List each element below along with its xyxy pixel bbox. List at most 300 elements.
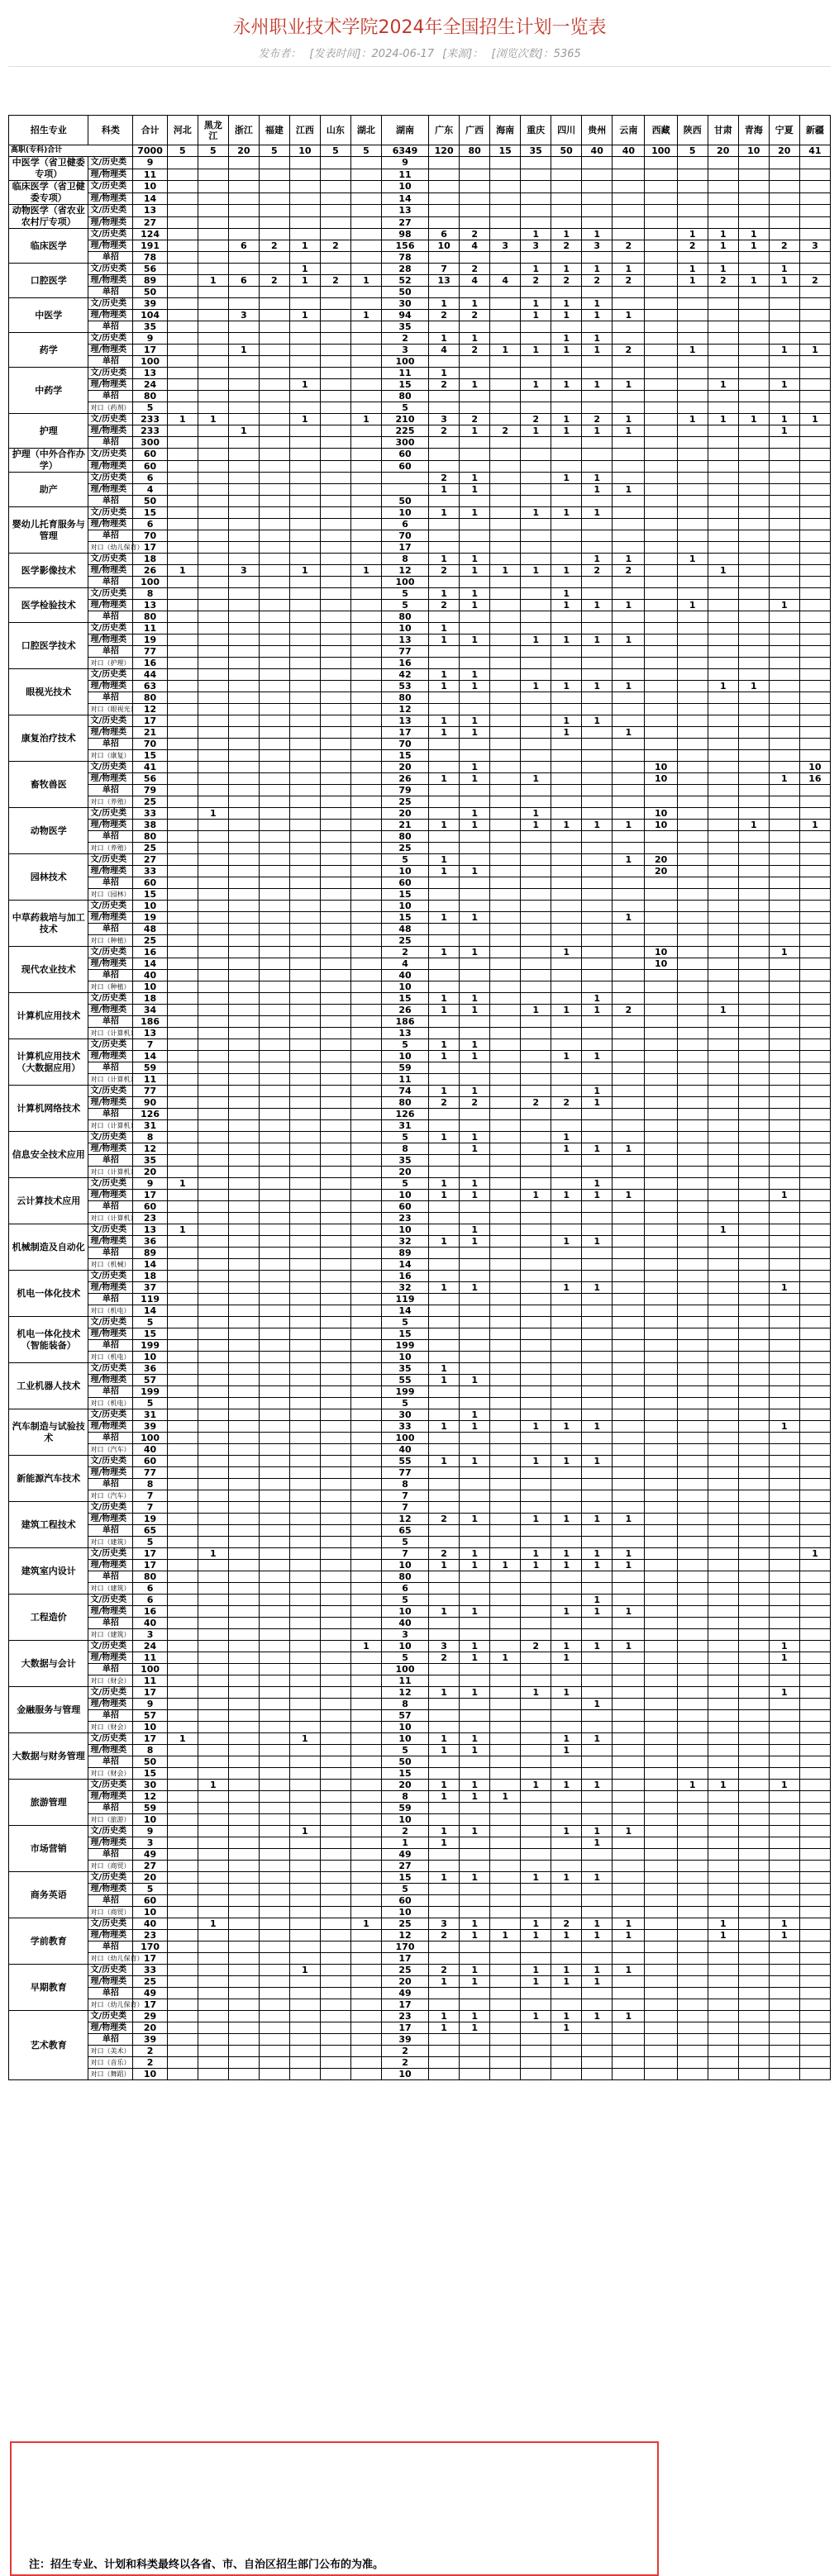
table-cell — [645, 1652, 677, 1664]
table-cell: 225 — [381, 425, 428, 437]
table-cell — [490, 1502, 521, 1514]
table-cell — [769, 1861, 799, 1872]
table-cell — [228, 750, 259, 762]
table-cell — [490, 414, 521, 425]
table-cell — [228, 1051, 259, 1062]
table-cell — [708, 1248, 738, 1259]
table-cell — [582, 1849, 613, 1861]
table-cell — [490, 993, 521, 1005]
table-cell: 79 — [133, 785, 168, 796]
table-row — [9, 275, 831, 287]
table-cell — [677, 391, 708, 402]
table-cell — [228, 600, 259, 611]
subject-type: 对口（计算机） — [88, 1167, 133, 1178]
table-cell — [551, 993, 582, 1005]
table-cell — [708, 981, 738, 993]
table-cell — [521, 1363, 551, 1375]
table-cell — [677, 1884, 708, 1895]
table-cell — [460, 924, 490, 935]
table-cell — [289, 333, 320, 345]
table-cell — [198, 947, 228, 958]
subject-type: 对口（计算机） — [88, 1120, 133, 1132]
table-cell — [228, 252, 259, 264]
table-row — [9, 1328, 831, 1340]
table-row — [9, 1976, 831, 1988]
table-row — [9, 1259, 831, 1271]
table-cell: 25 — [133, 935, 168, 947]
table-cell — [521, 192, 551, 205]
table-cell: 1 — [460, 379, 490, 391]
subject-type: 对口（机电） — [88, 1398, 133, 1409]
table-cell — [769, 1710, 799, 1722]
table-cell — [613, 1629, 645, 1641]
subject-type: 理/物理类 — [88, 345, 133, 356]
table-cell — [551, 1999, 582, 2011]
table-cell — [645, 1167, 677, 1178]
table-cell: 12 — [381, 1514, 428, 1525]
table-cell — [738, 1074, 769, 1086]
table-cell — [167, 275, 198, 287]
table-cell: 2 — [613, 240, 645, 252]
table-cell — [708, 924, 738, 935]
table-cell — [708, 1664, 738, 1675]
table-cell: 1 — [582, 554, 613, 565]
table-cell — [551, 704, 582, 715]
table-cell — [228, 1363, 259, 1375]
table-cell — [677, 1236, 708, 1248]
table-cell — [799, 715, 830, 727]
table-cell — [551, 1953, 582, 1965]
table-cell — [521, 854, 551, 866]
table-cell — [490, 1201, 521, 1213]
table-cell — [167, 1918, 198, 1930]
table-cell — [799, 1999, 830, 2011]
table-cell — [167, 1895, 198, 1907]
table-cell — [799, 912, 830, 924]
table-cell: 1 — [582, 1965, 613, 1976]
table-cell — [228, 1629, 259, 1641]
table-cell — [350, 425, 381, 437]
table-cell — [769, 1456, 799, 1467]
table-cell — [259, 1005, 289, 1016]
table-cell — [289, 1340, 320, 1352]
table-cell — [320, 414, 350, 425]
table-cell — [198, 1224, 228, 1236]
table-cell — [259, 843, 289, 854]
table-cell — [289, 773, 320, 785]
table-cell — [708, 1768, 738, 1780]
table-cell — [228, 379, 259, 391]
table-cell — [521, 519, 551, 530]
table-cell — [198, 1132, 228, 1143]
table-cell: 1 — [460, 600, 490, 611]
table-cell — [613, 1109, 645, 1120]
table-cell — [521, 831, 551, 843]
table-cell — [645, 473, 677, 484]
table-cell — [259, 634, 289, 646]
table-cell — [613, 519, 645, 530]
table-cell — [799, 1618, 830, 1629]
table-cell — [198, 565, 228, 577]
table-cell — [259, 1305, 289, 1317]
table-cell — [708, 1109, 738, 1120]
table-cell — [228, 1190, 259, 1201]
table-cell — [167, 1745, 198, 1756]
table-row — [9, 981, 831, 993]
table-cell — [490, 1745, 521, 1756]
table-cell — [738, 912, 769, 924]
table-cell — [799, 1965, 830, 1976]
table-cell — [198, 1305, 228, 1317]
table-cell — [738, 507, 769, 519]
table-cell — [799, 484, 830, 496]
table-cell — [429, 1814, 460, 1826]
table-cell: 1 — [429, 1733, 460, 1745]
table-cell — [613, 1328, 645, 1340]
table-cell: 31 — [381, 1120, 428, 1132]
table-cell — [769, 1363, 799, 1375]
table-cell — [198, 692, 228, 704]
table-cell — [582, 1571, 613, 1583]
table-cell — [521, 1132, 551, 1143]
source-label: [来源]： — [442, 48, 484, 60]
table-cell — [799, 507, 830, 519]
table-cell — [490, 1479, 521, 1490]
table-cell — [645, 1479, 677, 1490]
table-cell — [228, 2069, 259, 2080]
table-cell — [320, 402, 350, 414]
table-cell — [551, 402, 582, 414]
table-cell — [708, 437, 738, 449]
table-cell — [350, 1872, 381, 1884]
table-cell — [799, 600, 830, 611]
table-cell — [289, 727, 320, 739]
table-cell — [799, 542, 830, 554]
table-cell — [167, 1687, 198, 1699]
table-cell — [769, 1976, 799, 1988]
table-cell — [708, 1895, 738, 1907]
table-cell — [645, 1872, 677, 1884]
table-cell — [259, 854, 289, 866]
table-cell — [228, 1259, 259, 1271]
table-cell — [769, 1409, 799, 1421]
table-cell — [320, 1537, 350, 1548]
table-cell — [738, 1768, 769, 1780]
table-cell — [228, 507, 259, 519]
table-cell — [167, 577, 198, 588]
table-cell — [289, 298, 320, 310]
table-cell — [460, 192, 490, 205]
table-cell — [350, 1861, 381, 1872]
table-cell — [738, 1062, 769, 1074]
table-cell — [429, 1618, 460, 1629]
table-cell — [645, 600, 677, 611]
table-cell — [289, 692, 320, 704]
table-cell — [460, 1467, 490, 1479]
table-cell — [738, 1745, 769, 1756]
table-cell — [551, 1537, 582, 1548]
table-cell: 7 — [429, 264, 460, 275]
table-cell — [198, 1005, 228, 1016]
table-cell — [582, 1201, 613, 1213]
table-cell — [708, 1652, 738, 1664]
table-cell — [228, 808, 259, 820]
table-cell: 1 — [289, 240, 320, 252]
table-cell: 1 — [429, 1560, 460, 1571]
table-cell: 1 — [582, 1918, 613, 1930]
table-cell — [799, 1028, 830, 1039]
table-cell: 1 — [460, 681, 490, 692]
table-cell: 1 — [582, 1097, 613, 1109]
table-cell: 60 — [133, 877, 168, 889]
table-cell — [259, 1560, 289, 1571]
table-row — [9, 1051, 831, 1062]
table-cell — [490, 785, 521, 796]
table-cell — [677, 1248, 708, 1259]
table-cell — [677, 831, 708, 843]
table-cell: 36 — [133, 1236, 168, 1248]
table-cell — [228, 1733, 259, 1745]
table-cell — [320, 1861, 350, 1872]
table-cell — [677, 298, 708, 310]
table-cell: 1 — [769, 1652, 799, 1664]
table-cell: 80 — [133, 831, 168, 843]
table-cell — [460, 437, 490, 449]
table-cell — [350, 379, 381, 391]
table-cell — [167, 240, 198, 252]
table-cell — [320, 1988, 350, 1999]
table-cell — [350, 1178, 381, 1190]
subject-type: 文/历史类 — [88, 414, 133, 425]
table-cell — [350, 681, 381, 692]
table-cell — [320, 1606, 350, 1618]
table-cell — [645, 1421, 677, 1433]
table-cell — [551, 1409, 582, 1421]
table-cell: 2 — [460, 414, 490, 425]
table-cell — [320, 993, 350, 1005]
table-cell: 39 — [133, 298, 168, 310]
table-cell — [708, 1791, 738, 1803]
table-cell — [645, 252, 677, 264]
table-cell: 17 — [381, 1999, 428, 2011]
table-cell — [460, 1479, 490, 1490]
table-cell — [289, 1768, 320, 1780]
table-cell — [582, 1745, 613, 1756]
table-cell — [738, 1086, 769, 1097]
subject-type: 文/历史类 — [88, 205, 133, 217]
table-cell — [708, 1421, 738, 1433]
subject-type: 对口（商贸） — [88, 1907, 133, 1918]
table-cell — [228, 1456, 259, 1467]
table-cell — [289, 1352, 320, 1363]
table-cell: 1 — [429, 681, 460, 692]
table-cell: 1 — [289, 1826, 320, 1837]
subject-type: 文/历史类 — [88, 762, 133, 773]
table-cell — [228, 1236, 259, 1248]
table-cell — [738, 192, 769, 205]
table-cell — [460, 1861, 490, 1872]
table-cell — [708, 1502, 738, 1514]
table-cell — [677, 402, 708, 414]
table-cell — [289, 1317, 320, 1328]
table-cell — [490, 298, 521, 310]
table-cell — [350, 157, 381, 169]
table-cell — [521, 1791, 551, 1803]
subject-type: 理/物理类 — [88, 1976, 133, 1988]
table-cell — [582, 762, 613, 773]
subject-type: 单招 — [88, 437, 133, 449]
table-cell — [708, 1398, 738, 1409]
table-cell — [645, 1618, 677, 1629]
table-cell — [677, 1710, 708, 1722]
table-cell — [228, 646, 259, 658]
table-cell — [645, 681, 677, 692]
table-cell — [429, 1675, 460, 1687]
table-cell: 14 — [133, 192, 168, 205]
table-cell — [799, 496, 830, 507]
table-cell — [645, 1386, 677, 1398]
table-cell: 1 — [460, 1514, 490, 1525]
table-cell — [769, 831, 799, 843]
table-cell — [228, 1201, 259, 1213]
table-cell: 1 — [429, 715, 460, 727]
table-cell — [259, 924, 289, 935]
table-cell — [799, 947, 830, 958]
table-cell — [228, 1039, 259, 1051]
table-cell — [582, 981, 613, 993]
table-cell: 35 — [381, 1363, 428, 1375]
table-cell — [677, 2022, 708, 2034]
table-row — [9, 681, 831, 692]
table-cell: 41 — [799, 145, 830, 157]
table-cell — [289, 1976, 320, 1988]
table-cell — [551, 192, 582, 205]
table-cell: 35 — [133, 1155, 168, 1167]
table-cell — [738, 1375, 769, 1386]
table-cell — [320, 345, 350, 356]
table-cell: 11 — [381, 1074, 428, 1086]
table-cell — [582, 2022, 613, 2034]
table-cell — [799, 1722, 830, 1733]
table-cell — [799, 1340, 830, 1352]
subject-type: 单招 — [88, 1109, 133, 1120]
table-cell — [769, 1837, 799, 1849]
table-cell — [320, 1687, 350, 1699]
table-cell: 1 — [582, 2011, 613, 2022]
table-cell — [350, 935, 381, 947]
table-row — [9, 379, 831, 391]
table-cell: 1 — [582, 1282, 613, 1294]
table-cell — [799, 460, 830, 473]
publish-time: [发表时间]：2024-06-17 — [309, 48, 435, 60]
table-cell: 2 — [429, 425, 460, 437]
table-cell — [198, 1999, 228, 2011]
table-cell — [645, 1525, 677, 1537]
table-cell: 32 — [381, 1282, 428, 1294]
table-cell — [320, 1745, 350, 1756]
table-cell — [490, 1248, 521, 1259]
subject-type: 文/历史类 — [88, 588, 133, 600]
table-cell — [799, 1837, 830, 1849]
table-cell — [460, 321, 490, 333]
table-cell — [613, 1317, 645, 1328]
subject-type: 理/物理类 — [88, 1282, 133, 1294]
table-cell — [677, 1386, 708, 1398]
table-cell: 17 — [133, 542, 168, 554]
table-cell: 1 — [551, 1745, 582, 1756]
table-cell: 56 — [133, 264, 168, 275]
table-cell — [350, 1756, 381, 1768]
subject-type: 理/物理类 — [88, 820, 133, 831]
table-cell: 60 — [133, 460, 168, 473]
table-row — [9, 901, 831, 912]
table-cell — [198, 785, 228, 796]
table-cell — [799, 1317, 830, 1328]
table-cell: 1 — [460, 866, 490, 877]
table-row — [9, 1953, 831, 1965]
table-cell — [582, 611, 613, 623]
table-cell: 16 — [381, 1271, 428, 1282]
table-cell — [521, 1143, 551, 1155]
table-cell — [708, 1999, 738, 2011]
table-cell: 1 — [460, 1039, 490, 1051]
table-cell — [769, 1999, 799, 2011]
table-cell — [167, 1016, 198, 1028]
table-row — [9, 1132, 831, 1143]
table-cell — [320, 1398, 350, 1409]
table-cell: 2 — [133, 2057, 168, 2069]
subject-type: 文/历史类 — [88, 715, 133, 727]
table-cell — [551, 1120, 582, 1132]
table-cell: 1 — [769, 264, 799, 275]
table-cell — [320, 820, 350, 831]
table-cell — [582, 646, 613, 658]
subject-type: 单招 — [88, 785, 133, 796]
table-cell — [228, 2057, 259, 2069]
table-cell — [677, 1490, 708, 1502]
table-row — [9, 1352, 831, 1363]
table-cell — [799, 1467, 830, 1479]
table-cell — [769, 623, 799, 634]
table-cell — [677, 473, 708, 484]
table-cell — [259, 1629, 289, 1641]
table-row — [9, 762, 831, 773]
table-cell: 3 — [429, 414, 460, 425]
table-cell: 60 — [381, 1895, 428, 1907]
table-cell — [677, 1768, 708, 1780]
table-cell — [677, 1976, 708, 1988]
table-cell — [228, 970, 259, 981]
table-cell: 15 — [381, 993, 428, 1005]
table-cell — [677, 192, 708, 205]
subject-type: 单招 — [88, 356, 133, 368]
table-cell — [460, 739, 490, 750]
table-cell — [738, 1710, 769, 1722]
table-cell — [677, 310, 708, 321]
table-cell — [320, 611, 350, 623]
table-cell: 30 — [381, 298, 428, 310]
table-cell — [708, 519, 738, 530]
table-cell — [769, 970, 799, 981]
table-cell — [167, 1803, 198, 1814]
table-cell — [460, 1363, 490, 1375]
table-cell — [198, 1479, 228, 1490]
table-cell — [521, 1317, 551, 1328]
table-cell — [582, 216, 613, 229]
table-cell — [645, 831, 677, 843]
table-cell: 1 — [198, 1548, 228, 1560]
table-cell — [677, 1652, 708, 1664]
